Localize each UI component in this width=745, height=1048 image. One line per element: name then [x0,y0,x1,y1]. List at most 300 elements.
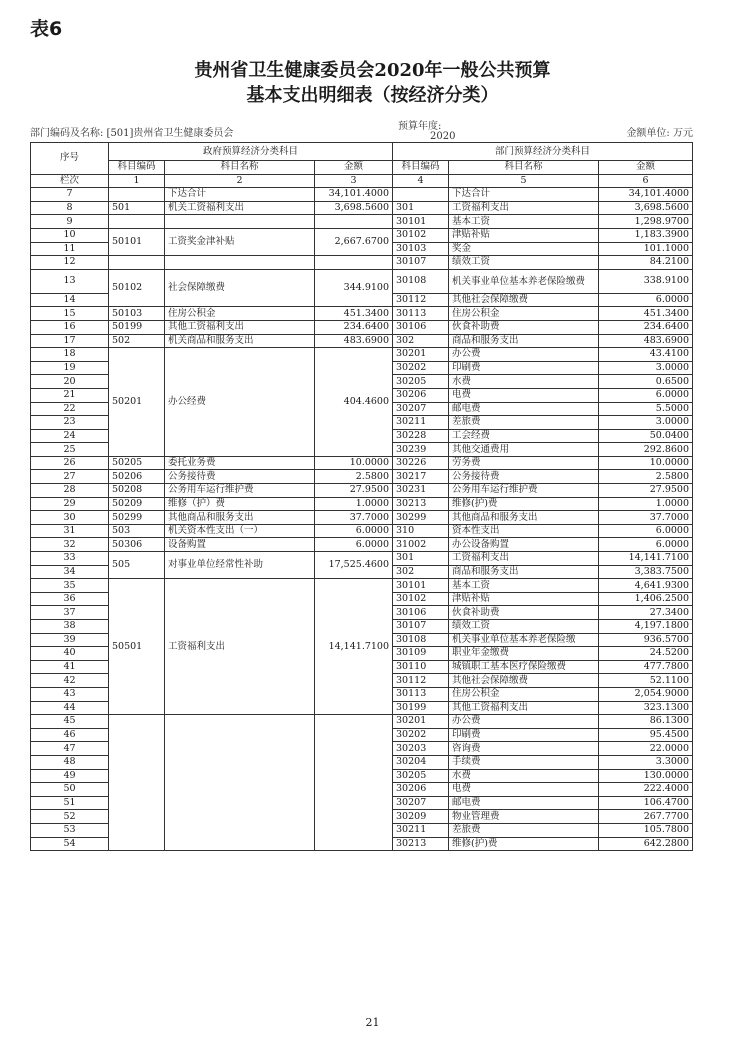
dept-code: 301 [393,201,449,215]
row-seq: 42 [31,674,109,688]
gov-code: 501 [109,201,165,215]
page-number: 21 [365,1016,380,1029]
year-value: 2020 [430,131,456,142]
dept-code: 30106 [393,320,449,334]
table-row [31,320,693,334]
gov-amount [315,256,393,270]
row-seq: 27 [31,470,109,484]
dept-code: 30231 [393,484,449,498]
row-seq: 34 [31,565,109,579]
dept-code: 30112 [393,293,449,307]
gov-name: 住房公积金 [165,307,315,321]
row-seq: 47 [31,742,109,756]
header-gov-code: 科目编码 [109,161,165,175]
dept-code: 30202 [393,728,449,742]
dept-amount: 14,141.7100 [599,552,693,566]
row-seq: 30 [31,511,109,525]
table-tag: 表6 [30,18,63,40]
unit-label: 金额单位: 万元 [626,128,693,139]
dept-amount: 222.4000 [599,783,693,797]
dept-name: 工会经费 [449,429,599,443]
gov-name [165,256,315,270]
dept-amount: 3.0000 [599,416,693,430]
dept-amount: 22.0000 [599,742,693,756]
dept-name: 工资福利支出 [449,201,599,215]
dept-name: 下达合计 [449,188,599,202]
gov-amount: 404.4600 [315,348,393,457]
dept-name: 机关事业单位基本养老保险缴 [449,633,599,647]
row-seq: 11 [31,242,109,256]
row-seq: 29 [31,497,109,511]
dept-amount: 267.7700 [599,810,693,824]
row-seq: 7 [31,188,109,202]
dept-name: 差旅费 [449,823,599,837]
header-row-lanci [31,174,693,188]
gov-name: 公务用车运行维护费 [165,484,315,498]
gov-name: 工资奖金津补贴 [165,228,315,255]
gov-name: 其他工资福利支出 [165,320,315,334]
header-seq: 序号 [31,143,109,175]
gov-name: 委托业务费 [165,456,315,470]
dept-name: 绩效工资 [449,256,599,270]
gov-code: 50103 [109,307,165,321]
dept-amount: 6.0000 [599,538,693,552]
row-seq: 31 [31,524,109,538]
gov-code: 50208 [109,484,165,498]
dept-name: 咨询费 [449,742,599,756]
table-body [31,143,693,851]
gov-name: 对事业单位经常性补助 [165,552,315,579]
dept-code: 30213 [393,837,449,851]
dept-name: 水费 [449,769,599,783]
header-row-group [31,143,693,161]
dept-amount: 24.5200 [599,647,693,661]
dept-code: 30211 [393,823,449,837]
gov-name: 工资福利支出 [165,579,315,715]
table-row [31,470,693,484]
table-row [31,215,693,229]
gov-code: 503 [109,524,165,538]
gov-name: 机关商品和服务支出 [165,334,315,348]
gov-amount: 34,101.4000 [315,188,393,202]
dept-name: 津贴补贴 [449,228,599,242]
dept-amount: 2.5800 [599,470,693,484]
dept-amount: 130.0000 [599,769,693,783]
dept-name: 奖金 [449,242,599,256]
dept-amount: 37.7000 [599,511,693,525]
gov-name: 下达合计 [165,188,315,202]
dept-name: 其他社会保障缴费 [449,293,599,307]
dept-name: 邮电费 [449,796,599,810]
gov-code [109,215,165,229]
dept-name: 物业管理费 [449,810,599,824]
dept-code: 30199 [393,701,449,715]
dept-amount: 84.2100 [599,256,693,270]
dept-code: 30113 [393,307,449,321]
table-row [31,511,693,525]
table-row [31,348,693,362]
dept-amount: 4,197.1800 [599,620,693,634]
dept-amount: 2,054.9000 [599,687,693,701]
dept-name: 机关事业单位基本养老保险缴费 [449,269,599,293]
dept-amount: 1,406.2500 [599,592,693,606]
dept-code: 30207 [393,796,449,810]
dept-code: 30101 [393,215,449,229]
dept-name: 城镇职工基本医疗保险缴费 [449,660,599,674]
dept-amount: 50.0400 [599,429,693,443]
dept-name: 电费 [449,783,599,797]
row-seq: 21 [31,388,109,402]
table-row [31,715,693,729]
gov-code [109,188,165,202]
dept-code: 30205 [393,769,449,783]
gov-code: 505 [109,552,165,579]
table-row [31,456,693,470]
dept-amount: 292.8600 [599,443,693,457]
header-dept-amount: 金额 [599,161,693,175]
row-seq: 26 [31,456,109,470]
row-seq: 19 [31,361,109,375]
dept-code: 302 [393,565,449,579]
dept-amount: 1,183.3900 [599,228,693,242]
dept-code: 30103 [393,242,449,256]
dept-amount: 6.0000 [599,293,693,307]
row-seq: 17 [31,334,109,348]
year-label: 预算年度: [398,121,442,132]
gov-amount: 17,525.4600 [315,552,393,579]
dept-code: 30101 [393,579,449,593]
gov-amount: 14,141.7100 [315,579,393,715]
table-row [31,552,693,566]
row-seq: 37 [31,606,109,620]
dept-code: 30203 [393,742,449,756]
row-seq: 45 [31,715,109,729]
dept-name: 其他商品和服务支出 [449,511,599,525]
dept-code: 30201 [393,715,449,729]
dept-name: 公务用车运行维护费 [449,484,599,498]
row-seq: 22 [31,402,109,416]
gov-name: 社会保障缴费 [165,269,315,307]
dept-name: 基本工资 [449,215,599,229]
gov-amount: 10.0000 [315,456,393,470]
gov-name [165,715,315,851]
header-gov-name: 科目名称 [165,161,315,175]
gov-name: 机关资本性支出（一） [165,524,315,538]
dept-name: 伙食补助费 [449,606,599,620]
gov-code: 50102 [109,269,165,307]
row-seq: 54 [31,837,109,851]
dept-amount: 6.0000 [599,524,693,538]
row-seq: 14 [31,293,109,307]
page-subtitle: 基本支出明细表（按经济分类） [246,85,499,106]
col-num: 1 [109,174,165,188]
dept-amount: 0.6500 [599,375,693,389]
dept-code: 30102 [393,228,449,242]
table-row [31,188,693,202]
dept-amount: 323.1300 [599,701,693,715]
dept-amount: 27.3400 [599,606,693,620]
header-dept-name: 科目名称 [449,161,599,175]
header-row-columns [31,161,693,175]
dept-name: 其他交通费用 [449,443,599,457]
row-seq: 43 [31,687,109,701]
dept-code: 30108 [393,633,449,647]
table-row [31,334,693,348]
gov-code: 50199 [109,320,165,334]
dept-name: 差旅费 [449,416,599,430]
table-row [31,579,693,593]
dept-code: 31002 [393,538,449,552]
dept-amount: 86.1300 [599,715,693,729]
dept-name: 住房公积金 [449,687,599,701]
dept-code: 30239 [393,443,449,457]
gov-code: 50205 [109,456,165,470]
dept-amount: 3,383.7500 [599,565,693,579]
dept-amount: 101.1000 [599,242,693,256]
dept-amount: 1.0000 [599,497,693,511]
table-row [31,538,693,552]
dept-name: 工资福利支出 [449,552,599,566]
dept-code: 30202 [393,361,449,375]
dept-name: 办公设备购置 [449,538,599,552]
expenditure-table [30,142,693,851]
dept-code: 30206 [393,388,449,402]
dept-name: 邮电费 [449,402,599,416]
row-seq: 44 [31,701,109,715]
dept-amount: 10.0000 [599,456,693,470]
dept-name: 劳务费 [449,456,599,470]
gov-name [165,215,315,229]
gov-code: 50299 [109,511,165,525]
row-seq: 52 [31,810,109,824]
row-seq: 20 [31,375,109,389]
row-seq: 50 [31,783,109,797]
dept-amount: 3.0000 [599,361,693,375]
table-row [31,269,693,293]
gov-code: 50101 [109,228,165,255]
header-lanci: 栏次 [31,174,109,188]
gov-name: 公务接待费 [165,470,315,484]
dept-amount: 6.0000 [599,388,693,402]
dept-name: 住房公积金 [449,307,599,321]
col-num: 3 [315,174,393,188]
row-seq: 33 [31,552,109,566]
header-dept-code: 科目编码 [393,161,449,175]
dept-amount: 936.5700 [599,633,693,647]
row-seq: 53 [31,823,109,837]
gov-amount: 6.0000 [315,538,393,552]
row-seq: 41 [31,660,109,674]
dept-amount: 4,641.9300 [599,579,693,593]
table-row [31,524,693,538]
gov-code [109,256,165,270]
col-num: 2 [165,174,315,188]
row-seq: 48 [31,755,109,769]
gov-code: 50201 [109,348,165,457]
dept-code: 302 [393,334,449,348]
row-seq: 9 [31,215,109,229]
dept-code: 30207 [393,402,449,416]
table-row [31,228,693,242]
dept-name: 其他社会保障缴费 [449,674,599,688]
table-row [31,484,693,498]
dept-name: 职业年金缴费 [449,647,599,661]
dept-name: 印刷费 [449,361,599,375]
dept-name: 印刷费 [449,728,599,742]
page-title: 贵州省卫生健康委员会2020年一般公共预算 [194,60,551,81]
row-seq: 8 [31,201,109,215]
dept-amount: 105.7800 [599,823,693,837]
dept-name: 基本工资 [449,579,599,593]
dept-code: 30206 [393,783,449,797]
dept-name: 其他工资福利支出 [449,701,599,715]
dept-code: 30228 [393,429,449,443]
dept-code: 30299 [393,511,449,525]
row-seq: 51 [31,796,109,810]
dept-amount: 642.2800 [599,837,693,851]
dept-code: 30108 [393,269,449,293]
row-seq: 12 [31,256,109,270]
table-row [31,256,693,270]
gov-name: 其他商品和服务支出 [165,511,315,525]
dept-amount: 27.9500 [599,484,693,498]
dept-name: 公务接待费 [449,470,599,484]
header-dept-group: 部门预算经济分类科目 [393,143,693,161]
dept-code: 30106 [393,606,449,620]
dept-name: 商品和服务支出 [449,565,599,579]
gov-amount [315,215,393,229]
header-gov-amount: 金额 [315,161,393,175]
dept-name: 商品和服务支出 [449,334,599,348]
dept-amount: 3.3000 [599,755,693,769]
dept-name: 水费 [449,375,599,389]
dept-code: 30201 [393,348,449,362]
gov-amount: 37.7000 [315,511,393,525]
gov-code: 50209 [109,497,165,511]
dept-amount: 451.3400 [599,307,693,321]
col-num: 4 [393,174,449,188]
dept-amount: 43.4100 [599,348,693,362]
gov-name: 办公经费 [165,348,315,457]
gov-amount: 2,667.6700 [315,228,393,255]
row-seq: 23 [31,416,109,430]
dept-amount: 338.9100 [599,269,693,293]
gov-amount: 451.3400 [315,307,393,321]
row-seq: 40 [31,647,109,661]
gov-amount: 6.0000 [315,524,393,538]
row-seq: 38 [31,620,109,634]
dept-code: 30113 [393,687,449,701]
dept-amount: 5.5000 [599,402,693,416]
gov-amount: 2.5800 [315,470,393,484]
gov-amount: 483.6900 [315,334,393,348]
row-seq: 46 [31,728,109,742]
row-seq: 13 [31,269,109,293]
dept-code: 30112 [393,674,449,688]
row-seq: 32 [31,538,109,552]
dept-code: 30109 [393,647,449,661]
dept-code: 30217 [393,470,449,484]
gov-amount: 344.9100 [315,269,393,307]
dept-amount: 52.1100 [599,674,693,688]
table-row [31,307,693,321]
row-seq: 18 [31,348,109,362]
gov-code: 50306 [109,538,165,552]
row-seq: 49 [31,769,109,783]
dept-amount: 106.4700 [599,796,693,810]
dept-code: 301 [393,552,449,566]
dept-amount: 1,298.9700 [599,215,693,229]
dept-name: 手续费 [449,755,599,769]
dept-amount: 3,698.5600 [599,201,693,215]
dept-code: 30213 [393,497,449,511]
dept-label: 部门编码及名称: [501]贵州省卫生健康委员会 [30,128,234,139]
row-seq: 16 [31,320,109,334]
dept-code: 30211 [393,416,449,430]
dept-code: 30102 [393,592,449,606]
col-num: 6 [599,174,693,188]
gov-amount [315,715,393,851]
col-num: 5 [449,174,599,188]
dept-amount: 95.4500 [599,728,693,742]
dept-code: 30205 [393,375,449,389]
gov-amount: 3,698.5600 [315,201,393,215]
gov-name: 维修（护）费 [165,497,315,511]
dept-code: 30107 [393,256,449,270]
dept-name: 维修(护)费 [449,497,599,511]
dept-code: 310 [393,524,449,538]
row-seq: 10 [31,228,109,242]
row-seq: 24 [31,429,109,443]
dept-code: 30110 [393,660,449,674]
row-seq: 36 [31,592,109,606]
table-row [31,497,693,511]
dept-code: 30107 [393,620,449,634]
gov-code: 50206 [109,470,165,484]
dept-name: 电费 [449,388,599,402]
dept-name: 津贴补贴 [449,592,599,606]
dept-amount: 34,101.4000 [599,188,693,202]
header-gov-group: 政府预算经济分类科目 [109,143,393,161]
row-seq: 25 [31,443,109,457]
dept-name: 办公费 [449,348,599,362]
dept-name: 绩效工资 [449,620,599,634]
dept-name: 资本性支出 [449,524,599,538]
dept-name: 办公费 [449,715,599,729]
row-seq: 28 [31,484,109,498]
dept-amount: 234.6400 [599,320,693,334]
dept-name: 伙食补助费 [449,320,599,334]
gov-amount: 1.0000 [315,497,393,511]
expenditure-table-container [30,142,692,851]
dept-code: 30226 [393,456,449,470]
gov-code: 502 [109,334,165,348]
row-seq: 35 [31,579,109,593]
dept-code [393,188,449,202]
gov-code [109,715,165,851]
dept-code: 30209 [393,810,449,824]
gov-name: 设备购置 [165,538,315,552]
dept-amount: 477.7800 [599,660,693,674]
dept-amount: 483.6900 [599,334,693,348]
gov-amount: 234.6400 [315,320,393,334]
dept-code: 30204 [393,755,449,769]
row-seq: 39 [31,633,109,647]
gov-code: 50501 [109,579,165,715]
dept-name: 维修(护)费 [449,837,599,851]
row-seq: 15 [31,307,109,321]
gov-name: 机关工资福利支出 [165,201,315,215]
